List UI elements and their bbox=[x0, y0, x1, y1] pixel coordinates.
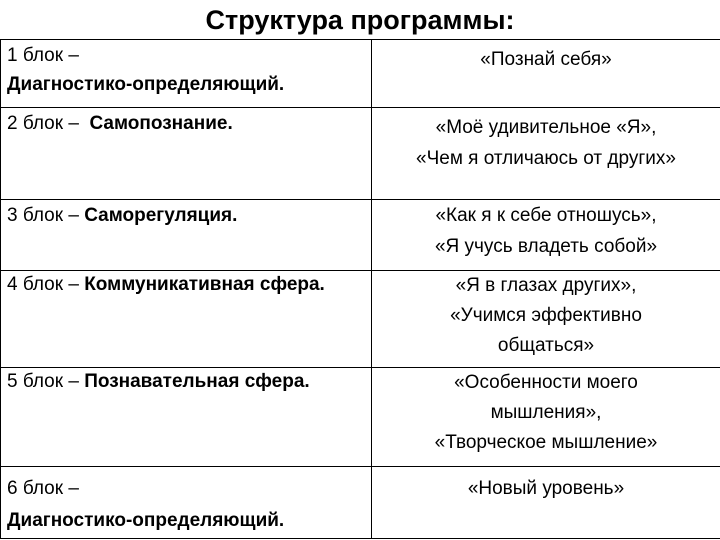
topic-line: «Творческое мышление» bbox=[434, 432, 658, 453]
block-number: 3 блок – bbox=[7, 205, 79, 226]
table-row bbox=[1, 200, 720, 271]
topic-line: «Как я к себе отношусь», bbox=[435, 205, 657, 226]
block-number: 4 блок – bbox=[7, 274, 79, 295]
block-cell bbox=[1, 467, 372, 539]
block-cell bbox=[1, 200, 372, 271]
table-row bbox=[1, 271, 720, 368]
page-title: Структура программы: bbox=[205, 5, 515, 35]
block-number: 2 блок – bbox=[7, 113, 79, 134]
table-row bbox=[1, 467, 720, 539]
topic-line: «Учимся эффективно bbox=[450, 305, 642, 326]
block-name: Диагностико-определяющий. bbox=[7, 510, 285, 531]
table-row bbox=[1, 40, 720, 108]
block-cell bbox=[1, 271, 372, 368]
topic-line: «Я учусь владеть собой» bbox=[434, 236, 658, 257]
topics-cell bbox=[372, 368, 720, 467]
block-cell bbox=[1, 108, 372, 200]
topics-cell bbox=[372, 200, 720, 271]
block-cell bbox=[1, 368, 372, 467]
block-name: Самопознание. bbox=[89, 113, 233, 134]
topic-line: «Особенности моего bbox=[454, 372, 638, 393]
table-row bbox=[1, 368, 720, 467]
block-cell bbox=[1, 40, 372, 108]
topic-line: общаться» bbox=[497, 335, 595, 356]
topic-line: мышления», bbox=[490, 402, 602, 423]
topics-cell bbox=[372, 467, 720, 539]
topics-cell bbox=[372, 40, 720, 108]
block-number: 1 блок – bbox=[7, 45, 79, 66]
block-number: 6 блок – bbox=[7, 478, 79, 499]
block-name: Познавательная сфера. bbox=[84, 371, 310, 392]
topic-line: «Чем я отличаюсь от других» bbox=[416, 148, 676, 169]
topic-line: «Моё удивительное «Я», bbox=[435, 117, 657, 138]
block-name: Саморегуляция. bbox=[84, 205, 238, 226]
topics-cell bbox=[372, 271, 720, 368]
block-number: 5 блок – bbox=[7, 371, 79, 392]
topics-cell bbox=[372, 108, 720, 200]
block-name: Диагностико-определяющий. bbox=[7, 74, 285, 95]
topic-line: «Познай себя» bbox=[480, 49, 612, 70]
block-name: Коммуникативная сфера. bbox=[84, 274, 325, 295]
topic-line: «Я в глазах других», bbox=[455, 275, 637, 296]
table-row bbox=[1, 108, 720, 200]
program-structure-table bbox=[0, 39, 720, 539]
topic-line: «Новый уровень» bbox=[467, 478, 625, 499]
